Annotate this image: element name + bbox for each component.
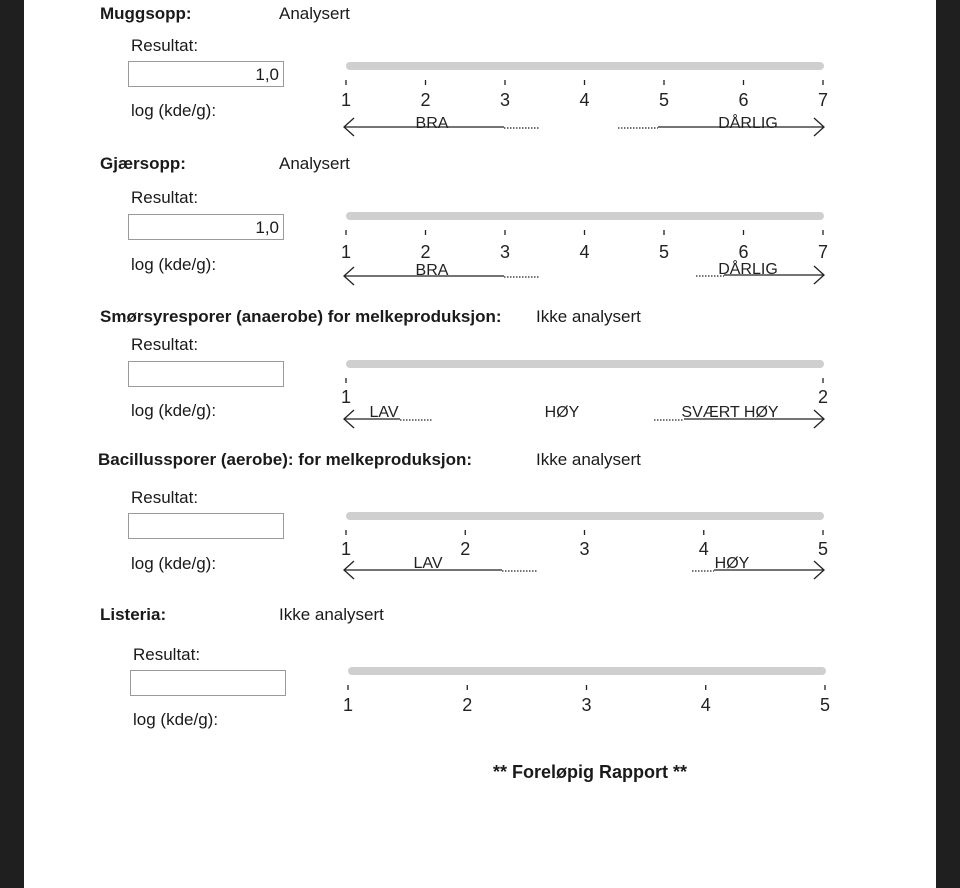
tick-label: 5: [658, 242, 670, 262]
tick-label: 5: [817, 539, 829, 559]
tick-label: 3: [499, 242, 511, 262]
arrow-label: LAV: [413, 555, 443, 572]
tick-label: 1: [340, 242, 352, 262]
log-scale: [24, 154, 936, 304]
tick-label: 7: [817, 90, 829, 110]
result-value-box: 1,0: [128, 61, 284, 87]
tick-label: 4: [579, 242, 590, 262]
result-label: Resultat:: [131, 488, 199, 507]
unit-label: log (kde/g):: [131, 101, 217, 120]
preliminary-report-note: ** Foreløpig Rapport **: [492, 762, 687, 782]
section-title: Listeria:: [100, 605, 167, 624]
tick-label: 1: [342, 695, 354, 715]
unit-label: log (kde/g):: [131, 401, 217, 420]
section-bacillussporer: [24, 450, 936, 600]
scale-ticks: [343, 685, 830, 715]
arrow-label: SVÆRT HØY: [681, 404, 779, 421]
arrow-bra: [344, 262, 540, 285]
arrow-label: BRA: [415, 115, 449, 132]
tick-label: 3: [581, 695, 592, 715]
arrow-label: DÅRLIG: [718, 115, 778, 132]
analysis-status: Ikke analysert: [536, 307, 641, 326]
tick-label: 7: [817, 242, 829, 262]
tick-label: 1: [340, 539, 352, 559]
tick-label: 2: [420, 242, 431, 262]
log-scale: [24, 4, 936, 154]
tick-label: 5: [658, 90, 670, 110]
tick-label: 1: [340, 90, 352, 110]
section-title: Gjærsopp:: [100, 154, 186, 173]
section-title: Bacillussporer (aerobe): for melkeproduksjon:: [98, 450, 473, 469]
tick-label: 2: [817, 387, 829, 407]
arrow-hoy: [692, 555, 824, 579]
tick-label: 4: [579, 90, 590, 110]
report-page: [24, 0, 936, 888]
analysis-status: Analysert: [279, 154, 350, 173]
tick-label: 2: [420, 90, 431, 110]
level-label: HØY: [544, 404, 580, 421]
section-title: Muggsopp:: [100, 4, 192, 23]
analysis-status: Ikke analysert: [536, 450, 641, 469]
section-title: Smørsyresporer (anaerobe) for melkeproduksjon:: [100, 307, 502, 326]
unit-label: log (kde/g):: [133, 710, 219, 729]
section-muggsopp: [24, 4, 936, 154]
arrow-label: LAV: [369, 404, 399, 421]
arrow-svaert-hoy: [654, 404, 824, 428]
tick-label: 1: [340, 387, 352, 407]
arrow-label: BRA: [415, 262, 449, 279]
tick-label: 2: [460, 539, 471, 559]
tick-label: 2: [462, 695, 473, 715]
tick-label: 4: [700, 695, 711, 715]
scale-ticks: [341, 230, 828, 262]
log-scale: [24, 450, 936, 600]
arrow-lav: [344, 404, 432, 428]
tick-label: 4: [698, 539, 709, 559]
tick-label: 5: [819, 695, 831, 715]
unit-label: log (kde/g):: [131, 255, 217, 274]
arrow-lav: [344, 555, 538, 579]
analysis-status: Analysert: [279, 4, 350, 23]
result-value-box: 1,0: [128, 214, 284, 240]
tick-label: 3: [499, 90, 511, 110]
arrow-darlig: [618, 113, 824, 136]
arrow-label: HØY: [714, 555, 750, 572]
log-scale: [24, 307, 936, 457]
tick-label: 6: [738, 90, 749, 110]
tick-label: 6: [738, 242, 749, 262]
result-label: Resultat:: [131, 335, 199, 354]
section-smorsyresporer: [24, 307, 936, 457]
result-label: Resultat:: [131, 188, 199, 207]
section-gjaersopp: [24, 154, 936, 304]
scale-ticks: [341, 80, 828, 110]
result-label: Resultat:: [133, 645, 201, 664]
analysis-status: Ikke analysert: [279, 605, 384, 624]
tick-label: 3: [579, 539, 590, 559]
arrow-label: DÅRLIG: [718, 261, 778, 278]
unit-label: log (kde/g):: [131, 554, 217, 573]
arrow-darlig: [696, 259, 824, 284]
result-label: Resultat:: [131, 36, 199, 55]
log-scale: [24, 605, 936, 755]
section-listeria: [24, 605, 936, 755]
arrow-bra: [344, 115, 540, 136]
